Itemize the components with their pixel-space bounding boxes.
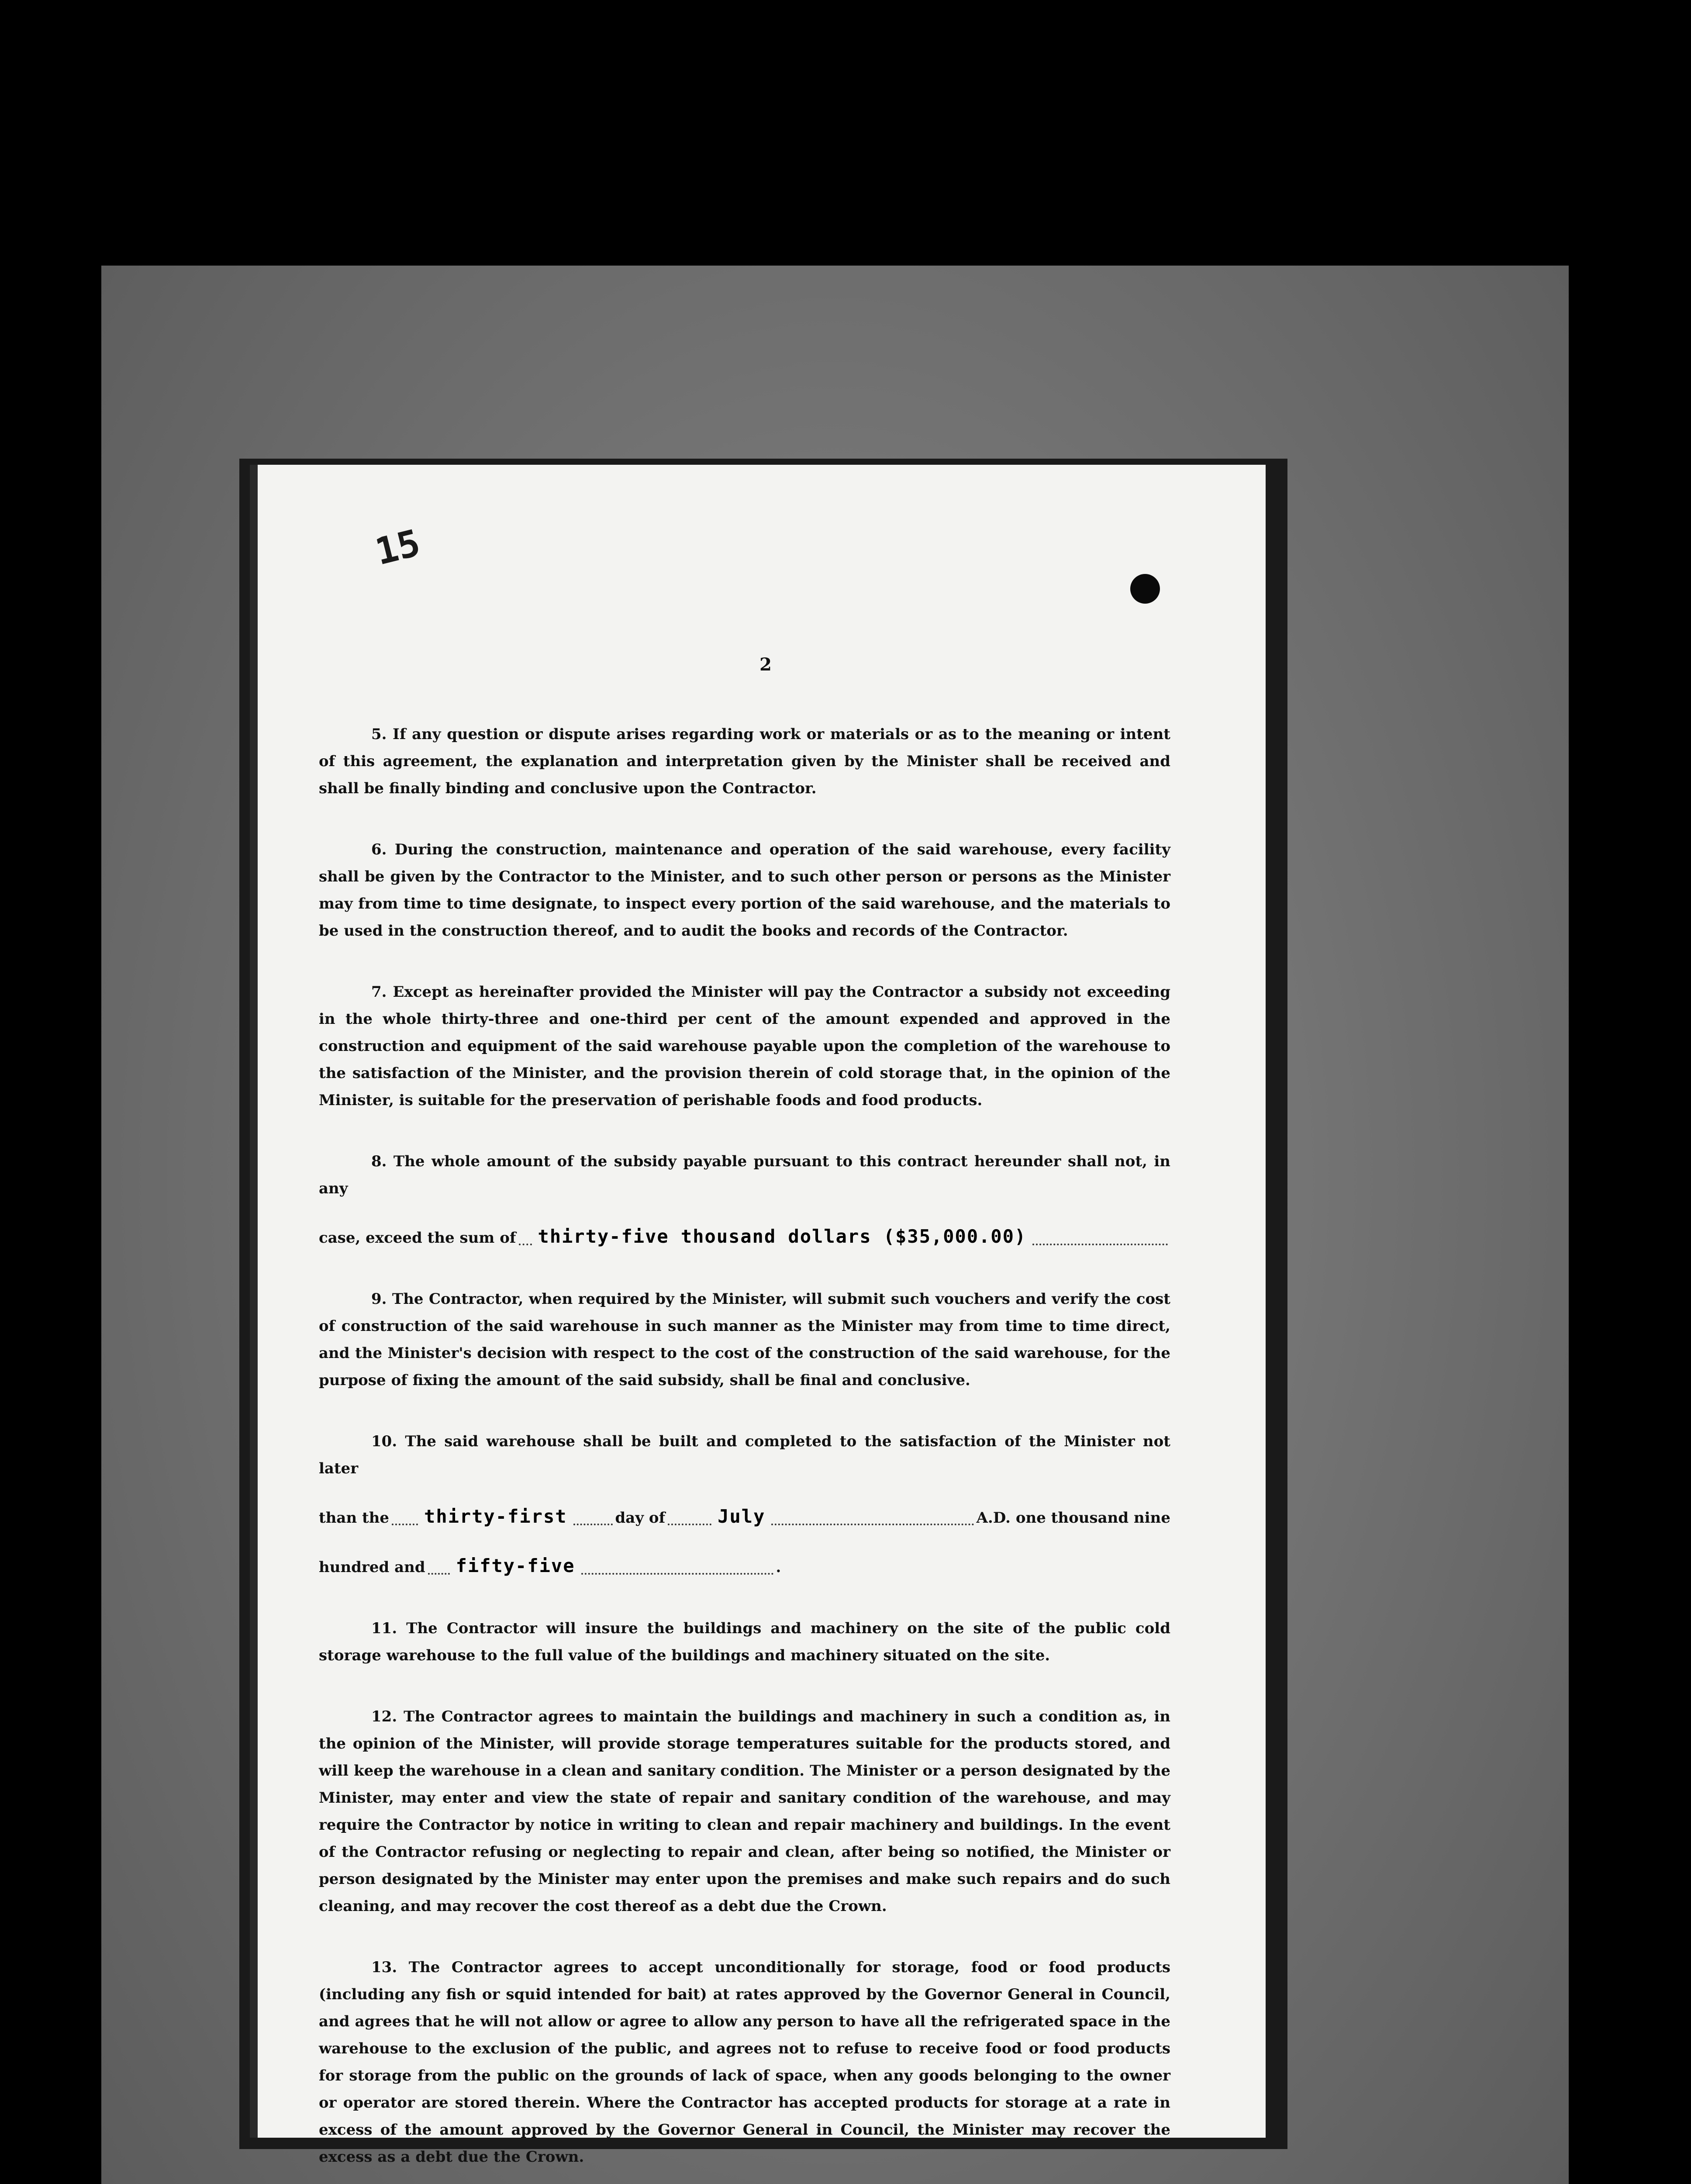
dotted-leader xyxy=(668,1520,711,1525)
completion-day: thirty-first xyxy=(424,1506,567,1527)
clause-6: 6. During the construction, maintenance and operation of the said warehouse, every facility shall be given by the Contractor to the Minister, and to such other person or persons as the Minister may from time to time designate, to inspect every portion of the said warehouse, and the materials to be used in the construction thereof, and to audit the books and records of the Contractor. xyxy=(319,841,1170,940)
clause-10-year-line xyxy=(319,1552,1170,1581)
clause-10-dayof: day of xyxy=(615,1509,666,1527)
completion-year: fifty-five xyxy=(456,1555,575,1576)
clause-8-amount-line xyxy=(319,1223,1170,1251)
punch-hole xyxy=(1130,574,1160,604)
clause-10-ad: A.D. one thousand nine xyxy=(976,1509,1170,1527)
handwritten-page-stamp: 15 xyxy=(371,521,424,574)
dotted-leader xyxy=(1032,1240,1168,1245)
clause-10-intro: 10. The said warehouse shall be built and completed to the satisfaction of the Minister not later xyxy=(319,1433,1170,1477)
clause-7: 7. Except as hereinafter provided the Minister will pay the Contractor a subsidy not exceeding in the whole thirty-three and one-third per cent of the amount expended and approved in the construction and equipment of the said warehouse payable upon the completion of the warehouse to the satisfaction of the Minister, and the provision therein of cold storage that, in the opinion of the Minister, is suitable for the preservation of perishable foods and food products. xyxy=(319,983,1170,1109)
clause-5: 5. If any question or dispute arises regarding work or materials or as to the meaning or intent of this agreement, the explanation and interpretation given by the Minister shall be received and shall be finally binding and conclusive upon the Contractor. xyxy=(319,726,1170,797)
clause-12: 12. The Contractor agrees to maintain the buildings and machinery in such a condition as, in the opinion of the Minister, will provide storage temperatures suitable for the products stored, and will keep the warehouse in a clean and sanitary condition. The Minister or a person designated by the Minister, may enter and view the state of repair and sanitary condition of the warehouse, and may require the Contractor by notice in writing to clean and repair machinery and buildings. In the event of the Contractor refusing or neglecting to repair and clean, after being so notified, the Minister or person designated by the Minister may enter upon the premises and make such repairs and do such cleaning, and may recover the cost thereof as a debt due the Crown. xyxy=(319,1708,1170,1915)
document-page xyxy=(250,465,1266,2166)
contract-body xyxy=(319,721,1170,2170)
dotted-leader xyxy=(428,1569,450,1575)
clause-8-lead: case, exceed the sum of xyxy=(319,1229,516,1247)
clause-8 xyxy=(319,1148,1170,1251)
page-number: 2 xyxy=(759,654,772,675)
clause-9: 9. The Contractor, when required by the Minister, will submit such vouchers and verify the cost of construction of the said warehouse in such manner as the Minister may from time to time direct, and the Minister's decision with respect to the cost of the construction of the said warehouse, for the purpose of fixing the amount of the said subsidy, shall be final and conclusive. xyxy=(319,1290,1170,1389)
dotted-leader xyxy=(519,1240,532,1245)
dotted-leader xyxy=(581,1569,773,1575)
clause-10-than: than the xyxy=(319,1509,390,1527)
dotted-leader xyxy=(392,1520,418,1525)
completion-month: July xyxy=(718,1506,766,1527)
clause-10-date-line xyxy=(319,1503,1170,1531)
dotted-leader xyxy=(771,1520,973,1525)
dotted-leader xyxy=(573,1520,613,1525)
clause-8-intro: 8. The whole amount of the subsidy payable pursuant to this contract hereunder shall not, in any xyxy=(319,1153,1170,1197)
clause-10 xyxy=(319,1428,1170,1581)
clause-11: 11. The Contractor will insure the buildings and machinery on the site of the public cold storage warehouse to the full value of the buildings and machinery situated on the site. xyxy=(319,1620,1170,1664)
clause-13: 13. The Contractor agrees to accept unconditionally for storage, food or food products (including any fish or squid intended for bait) at rates approved by the Governor General in Council, and agrees that he will not allow or agree to allow any person to have all the refrigerated space in the warehouse to the exclusion of the public, and agrees not to refuse to receive food or food products for storage from the public on the grounds of lack of space, when any goods belonging to the owner or operator are stored therein. Where the Contractor has accepted products for storage at a rate in excess of the amount approved by the Governor General in Council, the Minister may recover the excess as a debt due the Crown. xyxy=(319,1959,1170,2166)
subsidy-amount: thirty-five thousand dollars ($35,000.00) xyxy=(538,1226,1027,1247)
clause-10-hundred: hundred and xyxy=(319,1559,425,1576)
clause-10-end: . xyxy=(776,1559,781,1576)
